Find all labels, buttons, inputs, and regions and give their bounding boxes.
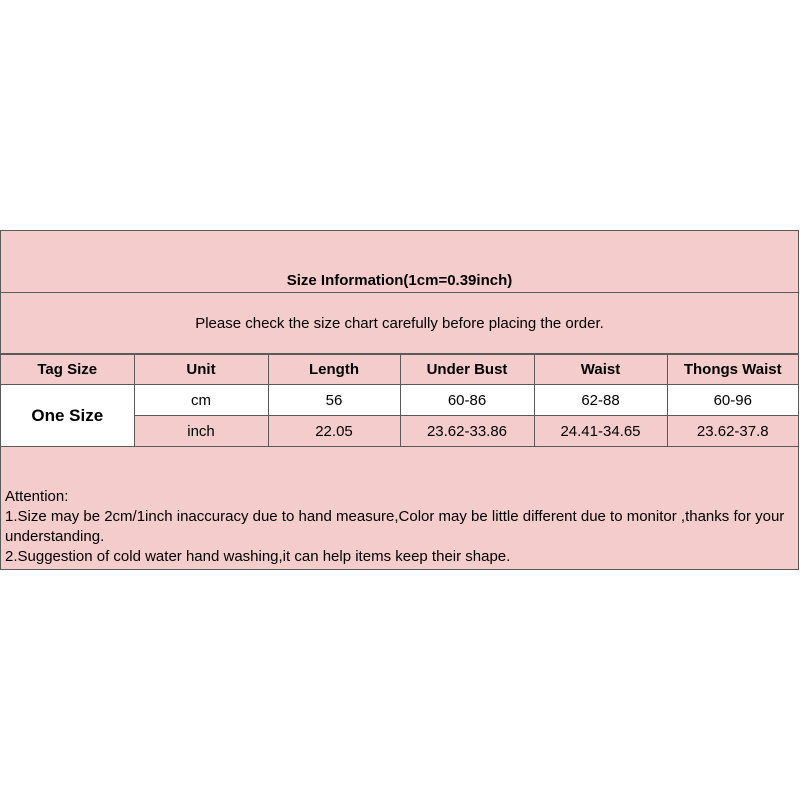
size-chart [0,230,799,570]
note-text: Please check the size chart carefully before placing the order. [195,314,604,332]
thongs-waist-cell: 23.62-37.8 [667,416,798,447]
waist-cell: 62-88 [534,385,667,416]
header-tag-size: Tag Size [1,355,134,385]
waist-cell: 24.41-34.65 [534,416,667,447]
attention-line-1: 1.Size may be 2cm/1inch inaccuracy due to hand measure,Color may be little different due to monitor ,thanks for your understanding. [5,508,785,545]
size-table [1,354,798,447]
header-unit: Unit [134,355,268,385]
unit-cell: cm [134,385,268,416]
unit-cell: inch [134,416,268,447]
table-row [1,385,798,416]
header-thongs-waist: Thongs Waist [667,355,798,385]
attention-section [1,446,798,569]
header-waist: Waist [534,355,667,385]
header-under-bust: Under Bust [400,355,534,385]
length-cell: 22.05 [268,416,400,447]
under-bust-cell: 23.62-33.86 [400,416,534,447]
size-chart-note [1,293,798,354]
under-bust-cell: 60-86 [400,385,534,416]
attention-heading: Attention: [5,488,69,505]
length-cell: 56 [268,385,400,416]
header-length: Length [268,355,400,385]
table-header-row [1,355,798,385]
thongs-waist-cell: 60-96 [667,385,798,416]
title-text: Size Information(1cm=0.39inch) [286,272,513,289]
tag-size-cell: One Size [1,385,134,447]
size-info-title [1,231,798,293]
attention-line-2: 2.Suggestion of cold water hand washing,it can help items keep their shape. [5,548,511,565]
